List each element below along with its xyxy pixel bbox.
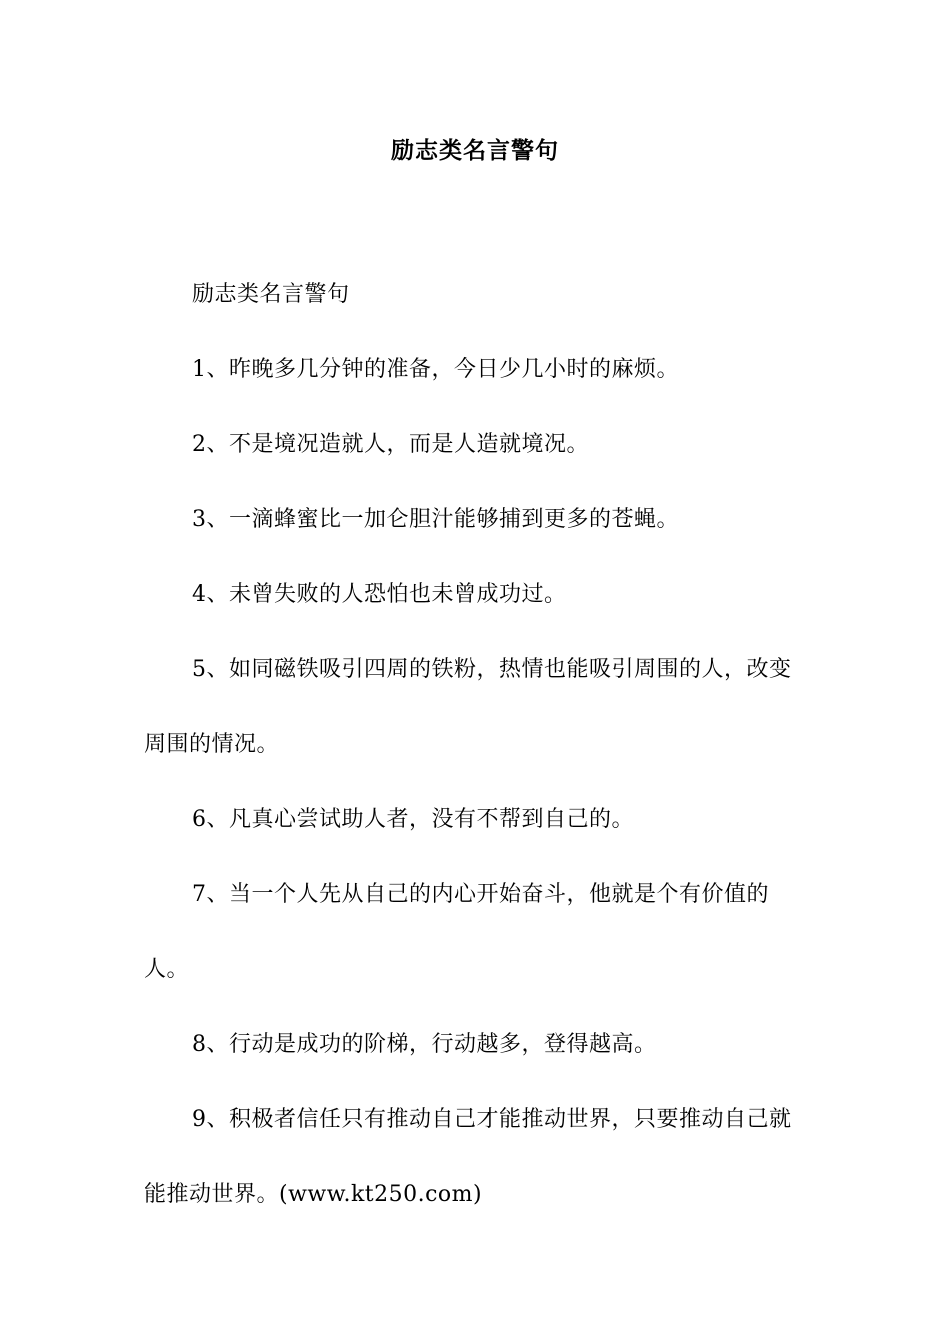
paragraph: 6、凡真心尝试助人者，没有不帮到自己的。 [192,807,634,832]
paragraph: 5、如同磁铁吸引四周的铁粉，热情也能吸引周围的人，改变周围的情况。 [144,657,792,757]
paragraph: 3、一滴蜂蜜比一加仑胆汁能够捕到更多的苍蝇。 [192,507,679,532]
paragraph: 2、不是境况造就人，而是人造就境况。 [192,432,589,457]
paragraph: 8、行动是成功的阶梯，行动越多，登得越高。 [192,1032,657,1057]
paragraph: 1、昨晚多几分钟的准备，今日少几小时的麻烦。 [192,357,679,382]
document-title: 励志类名言警句 [391,137,559,164]
document-body [144,257,808,1232]
paragraph: 7、当一个人先从自己的内心开始奋斗，他就是个有价值的人。 [144,882,769,982]
paragraph: 4、未曾失败的人恐怕也未曾成功过。 [192,582,567,607]
paragraph: 9、积极者信任只有推动自己才能推动世界，只要推动自己就能推动世界。(www.kt250.com) [144,1107,792,1207]
paragraph: 励志类名言警句 [192,282,350,307]
